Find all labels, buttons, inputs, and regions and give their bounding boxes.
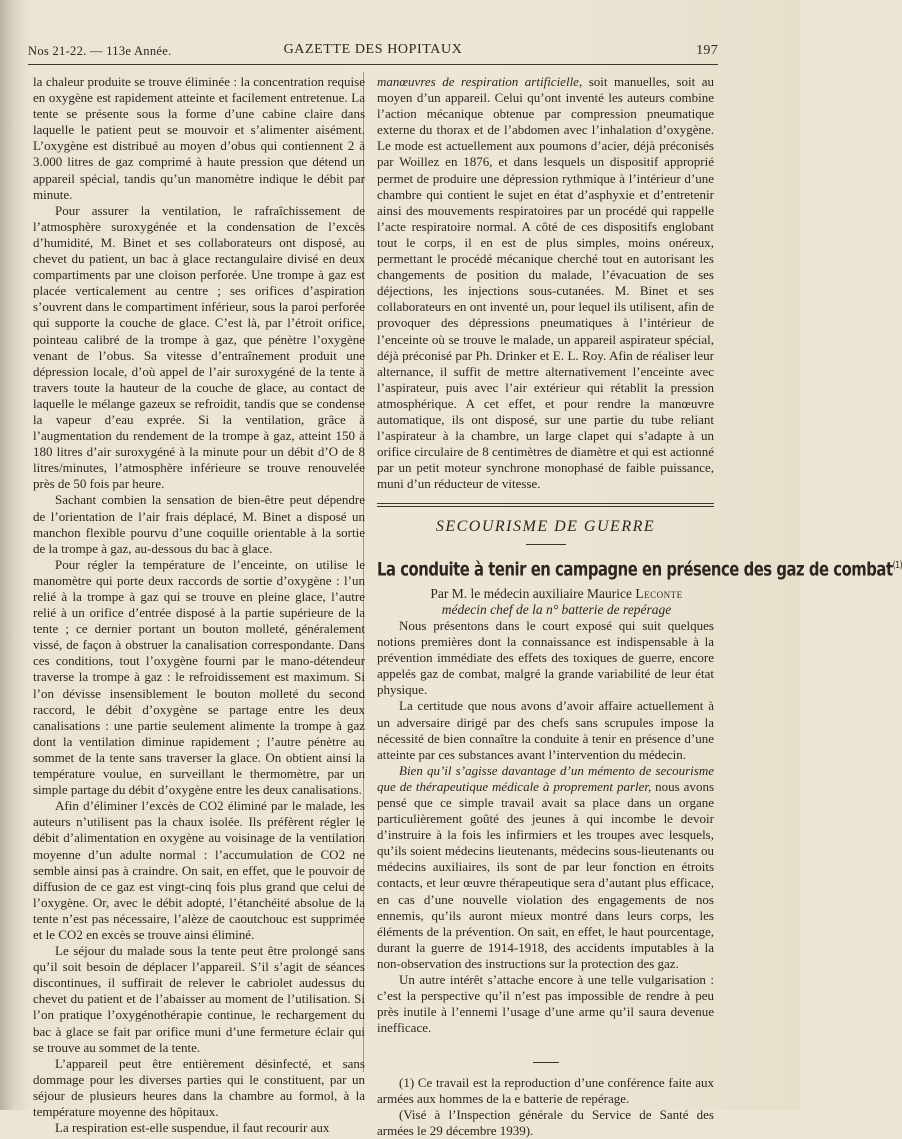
text: soit manuelles, soit au moyen d’un appareil. Celui qu’ont inventé les auteurs combine l’action mécanique obtenue par compression pneumatique externe du thorax et de l’abdomen avec l’inhalation d’oxygène. Le mode est actuellement aux poumons d’acier, déjà préconisés par Woillez en 1876, et dans lesquels un dispositif approprié permet de produire une dépression rythmique à l’intérieur d’une chambre qui contient le sujet en état d’asphyxie et d’entretenir ainsi des mouvements respiratoires par un procédé qui rappelle l’acte respiratoire normal. A côté de ces dispositifs englobant tout le corps, il en est de plus simples, moins onéreux, permettant le procédé mécanique cherché tout en autorisant les changements de position du malade, l’évacuation de ses déjections, les injections sous-cutanées. M. Binet et ses collaborateurs en ont inventé un, pour lequel ils utilisent, afin de provoquer des dépressions pneumatiques à l’intérieur de l’enceinte où se trouve le malade, un appareil aspirateur spécial, déjà préconisé par Ph. Drinker et E. L. Roy. Afin de réaliser leur alternance, il suffit de mettre alternativement l’enceinte avec l’aspirateur, puis avec l’air extérieur qui rétablit la pression atmosphérique. A cet effet, et pour rendre la manœuvre automatique, ils ont disposé, sur une partie du tube reliant l’aspirateur à la chambre, un large clapet qui s’adapte à un orifice circulaire de 8 centimètres de diamètre et qui est actionné par un petit moteur synchrone monophasé de faible puissance, muni d’un réducteur de vitesse.	[377, 74, 714, 492]
footnote: (Visé à l’Inspection générale du Service de Santé des armées le 29 décembre 1939).	[377, 1107, 714, 1139]
paragraph: Sachant combien la sensation de bien-être peut dépendre de l’orientation de l’air frais déplacé, M. Binet a disposé un manchon flexible pourvu d’une coquille orientable à la sortie de la trompe à gaz, au-dessous du bac à glace.	[33, 492, 365, 556]
paragraph: Un autre intérêt s’attache encore à une telle vulgarisation : c’est la perspective qu’il n’est pas impossible de rendre à peu près inutile à l’ennemi l’usage d’une arme qu’il saura devenue inefficace.	[377, 972, 714, 1036]
paragraph: Afin d’éliminer l’excès de CO2 éliminé par le malade, les auteurs n’utilisent pas la chaux isolée. Ils préfèrent régler le débit d’alimentation en oxygène au voisinage de la ventilation moyenne d’un adulte normal : l’accumulation de CO2 ne semble ainsi pas à craindre. On sait, en effet, que le pouvoir de diffusion de ce gaz est vingt-cinq fois plus grand que celui de l’oxygène. Or, avec le débit adopté, l’étanchéité absolue de la tente n’est pas nécessaire, l’alèze de caoutchouc est supprimée et le CO2 en excès se trouve ainsi éliminé.	[33, 798, 365, 942]
section-title: SECOURISME DE GUERRE	[435, 518, 656, 536]
article-title-text: La conduite à tenir en campagne en présence des gaz de combat	[377, 557, 893, 580]
byline	[377, 586, 714, 602]
paragraph	[377, 763, 714, 972]
article-title	[377, 555, 902, 580]
italic-text: Bien qu’il s’agisse davantage d’un mémento de secourisme que de thérapeutique médicale à proprement parler,	[377, 762, 714, 794]
text: nous avons pensé que ce simple travail avait sa place dans un organe particulièrement goûté des jeunes à qui incombe le devoir d’instruire à la fois les infirmiers et les troupes avec lesquels, qu’ils soient médecins lieutenants, médecins sous-lieutenants ou médecins auxiliaires, ils sont de par leur fonction en étroits contacts, et leur œuvre thérapeutique sera d’autant plus efficace, en cas d’une nouvelle violation des engagements de nos ennemis, qu’ils auront mieux montré dans leurs corps, les éléments de la prévention. On sait, en effet, le haut pourcentage, durant la guerre de 1914-1918, des accidents imputables à la non-observation des instructions sur la protection des gaz.	[377, 778, 714, 971]
paragraph: Pour assurer la ventilation, le rafraîchissement de l’atmosphère suroxygénée et la condensation de l’excès d’humidité, M. Binet et ses collaborateurs ont disposé, au chevet du patient, un bac à glace rectangulaire divisé en deux compartiments par une cloison perforée. Une trompe à gaz est placée verticalement au centre ; ses orifices d’aspiration s’ouvrent dans le compartiment inférieur, sous la paroi perforée qui supporte la couche de glace. C’est là, par l’étroit orifice, pointeau calibré de la trompe à gaz, que pénètre l’oxygène venant de l’obus. Sa vitesse d’entraînement produit une dépression locale, d’où appel de l’air suroxygéné de la tente à travers toute la hauteur de la couche de glace, au contact de laquelle le mélange gazeux se refroidit, tandis que se condense la vapeur d’eau exprée. Si la ventilation, grâce à l’augmentation du rendement de la trompe à gaz, atteint 150 à 180 litres d’air suroxygéné à la minute pour un débit d’O de 8 litres/minutes, l’atmosphère inférieure se trouve renouvelée près de 50 fois par heure.	[33, 202, 365, 492]
paragraph: Pour régler la température de l’enceinte, on utilise le manomètre qui porte deux raccords de sortie d’oxygène : l’un relié à la trompe à gaz qui se trouve en pleine glace, l’autre relié à un orifice d’entrée disposé à la partie supérieure de la tente ; ce dernier portant un bouton molleté, généralement vissé, de façon à obstruer la canalisation correspondante. Dans ces conditions, tout l’oxygène fourni par le mano-détendeur traverse la trompe à gaz : le refroidissement est maximum. Si l’on dévisse insensiblement le bouton molleté du second raccord, le débit d’oxygène se partage entre les deux canalisations : une partie seulement alimente la trompe à gaz dont la ventilation diminue rapidement ; l’autre pénètre au sommet de la tente sans traverser la glace. On obtient ainsi la température voulue, en surveillant le thermomètre, par un simple partage du débit d’oxygène entre les deux canalisations.	[33, 556, 365, 798]
page-header	[28, 42, 718, 62]
paragraph	[377, 74, 714, 492]
page-number: 197	[696, 43, 718, 58]
header-rule	[28, 64, 718, 65]
paragraph: Nous présentons dans le court exposé qui suit quelques notions premières dont la connaissance est indispensable à la prévention immédiate des effets des toxiques de guerre, encore appelés gaz de combat, malgré la grande variabilité de leur état physique.	[377, 617, 714, 698]
issue-number: Nos 21-22. — 113e Année.	[28, 44, 172, 58]
section-rule	[377, 503, 714, 507]
left-column	[33, 74, 365, 1136]
byline-role: médecin chef de la n° batterie de repérage	[441, 601, 672, 617]
paragraph: Le séjour du malade sous la tente peut être prolongé sans qu’il soit besoin de déplacer l’appareil. S’il s’agit de séances discontinues, il suffirait de relever le cabriolet audessus du chevet du patient et de l’abaisser au moment de l’utilisation. Si l’on pratique l’oxygénothérapie continue, le rechargement du bac à glace se fait par orifice muni d’une fermeture éclair qui se trouve au sommet de la tente.	[33, 943, 365, 1055]
footnotes	[377, 1075, 714, 1139]
paragraph: la chaleur produite se trouve éliminée : la concentration requise en oxygène est rapidement atteinte et facilement entretenue. La tente se présente sous la forme d’une cabine claire dans laquelle le patient peut se mouvoir et s’alimenter aisément. L’oxygène est distribué au moyen d’obus qui contiennent 2 à 3.000 litres de gaz comprimé à haute pression que détend un appareil spécial, tandis qu’un manomètre indique le débit par minute.	[33, 74, 365, 202]
right-column	[377, 74, 902, 1139]
journal-title: GAZETTE DES HOPITAUX	[283, 42, 463, 57]
footnote-rule	[533, 1062, 559, 1063]
paragraph: L’appareil peut être entièrement désinfecté, et sans dommage pour les diverses parties qui le constituent, par un séjour de plusieurs heures dans la chambre au formol, à la température moyenne des hôpitaux.	[33, 1055, 365, 1119]
footnote-mark: (1)	[892, 559, 902, 571]
paragraph: La respiration est-elle suspendue, il faut recourir aux	[55, 1120, 330, 1136]
italic-text: manœuvres de respiration artificielle,	[377, 74, 583, 89]
byline-prefix: Par M. le médecin auxiliaire Maurice	[430, 585, 636, 601]
footnote: (1) Ce travail est la reproduction d’une conférence faite aux armées aux hommes de la e batterie de repérage.	[377, 1075, 714, 1107]
author-name: Leconte	[635, 585, 683, 601]
section-divider	[526, 544, 566, 545]
paragraph: La certitude que nous avons d’avoir affaire actuellement à un adversaire dirigé par des chefs sans scrupules impose la nécessité de bien connaître la conduite à tenir en présence d’une atteinte par ces substances avant l’intervention du médecin.	[377, 698, 714, 762]
